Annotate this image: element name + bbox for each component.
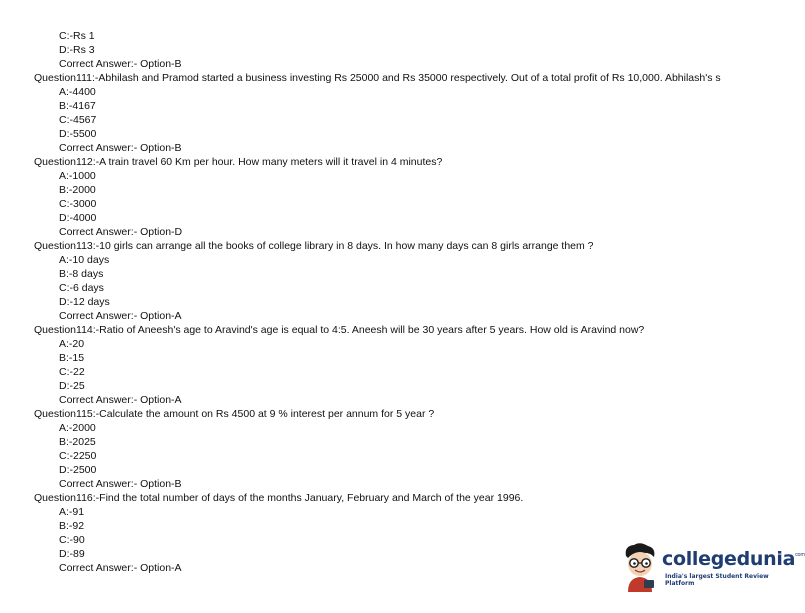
option-line: C:-6 days [59, 282, 104, 294]
option-line: B:-15 [59, 352, 85, 364]
answer-line: Correct Answer:- Option-A [59, 562, 182, 574]
answer-line: Correct Answer:- Option-D [59, 226, 183, 238]
student-mascot-icon [620, 542, 660, 592]
option-line: D:-Rs 3 [59, 44, 95, 56]
option-line: D:-89 [59, 548, 85, 560]
option-line: A:-91 [59, 506, 85, 518]
option-line: B:-8 days [59, 268, 104, 280]
question-line: Question113:-10 girls can arrange all the books of college library in 8 days. In how many days can 8 girls arrange them ? [34, 240, 594, 252]
option-line: B:-2000 [59, 184, 96, 196]
option-line: C:-Rs 1 [59, 30, 95, 42]
option-line: D:-25 [59, 380, 85, 392]
question-line: Question112:-A train travel 60 Km per hour. How many meters will it travel in 4 minutes? [34, 156, 443, 168]
option-line: C:-4567 [59, 114, 97, 126]
option-line: A:-20 [59, 338, 85, 350]
answer-line: Correct Answer:- Option-B [59, 142, 182, 154]
question-line: Question115:-Calculate the amount on Rs 4500 at 9 % interest per annum for 5 year ? [34, 408, 435, 420]
option-line: A:-1000 [59, 170, 96, 182]
option-line: A:-4400 [59, 86, 96, 98]
option-line: A:-2000 [59, 422, 96, 434]
option-line: D:-4000 [59, 212, 97, 224]
question-document [0, 29, 793, 575]
brand-name: collegedunia$^{com}$ [662, 548, 805, 570]
option-line: D:-12 days [59, 296, 110, 308]
answer-line: Correct Answer:- Option-A [59, 310, 182, 322]
answer-line: Correct Answer:- Option-A [59, 394, 182, 406]
brand-tagline: India's largest Student Review Platform [665, 573, 769, 587]
question-line: Question116:-Find the total number of days of the months January, February and March of the year 1996. [34, 492, 524, 504]
option-line: D:-5500 [59, 128, 97, 140]
question-line: Question111:-Abhilash and Pramod started a business investing Rs 25000 and Rs 35000 respectively. Out of a total profit of Rs 10,000. Abhilash's s [34, 72, 721, 84]
option-line: B:-4167 [59, 100, 96, 112]
answer-line: Correct Answer:- Option-B [59, 478, 182, 490]
option-line: C:-3000 [59, 198, 97, 210]
collegedunia-logo [620, 542, 805, 594]
option-line: B:-92 [59, 520, 85, 532]
option-line: A:-10 days [59, 254, 110, 266]
option-line: C:-2250 [59, 450, 97, 462]
option-line: C:-22 [59, 366, 85, 378]
question-line: Question114:-Ratio of Aneesh's age to Aravind's age is equal to 4:5. Aneesh will be 30 years after 5 years. How old is Aravind now? [34, 324, 645, 336]
option-line: D:-2500 [59, 464, 97, 476]
answer-line: Correct Answer:- Option-B [59, 58, 182, 70]
option-line: B:-2025 [59, 436, 96, 448]
option-line: C:-90 [59, 534, 85, 546]
